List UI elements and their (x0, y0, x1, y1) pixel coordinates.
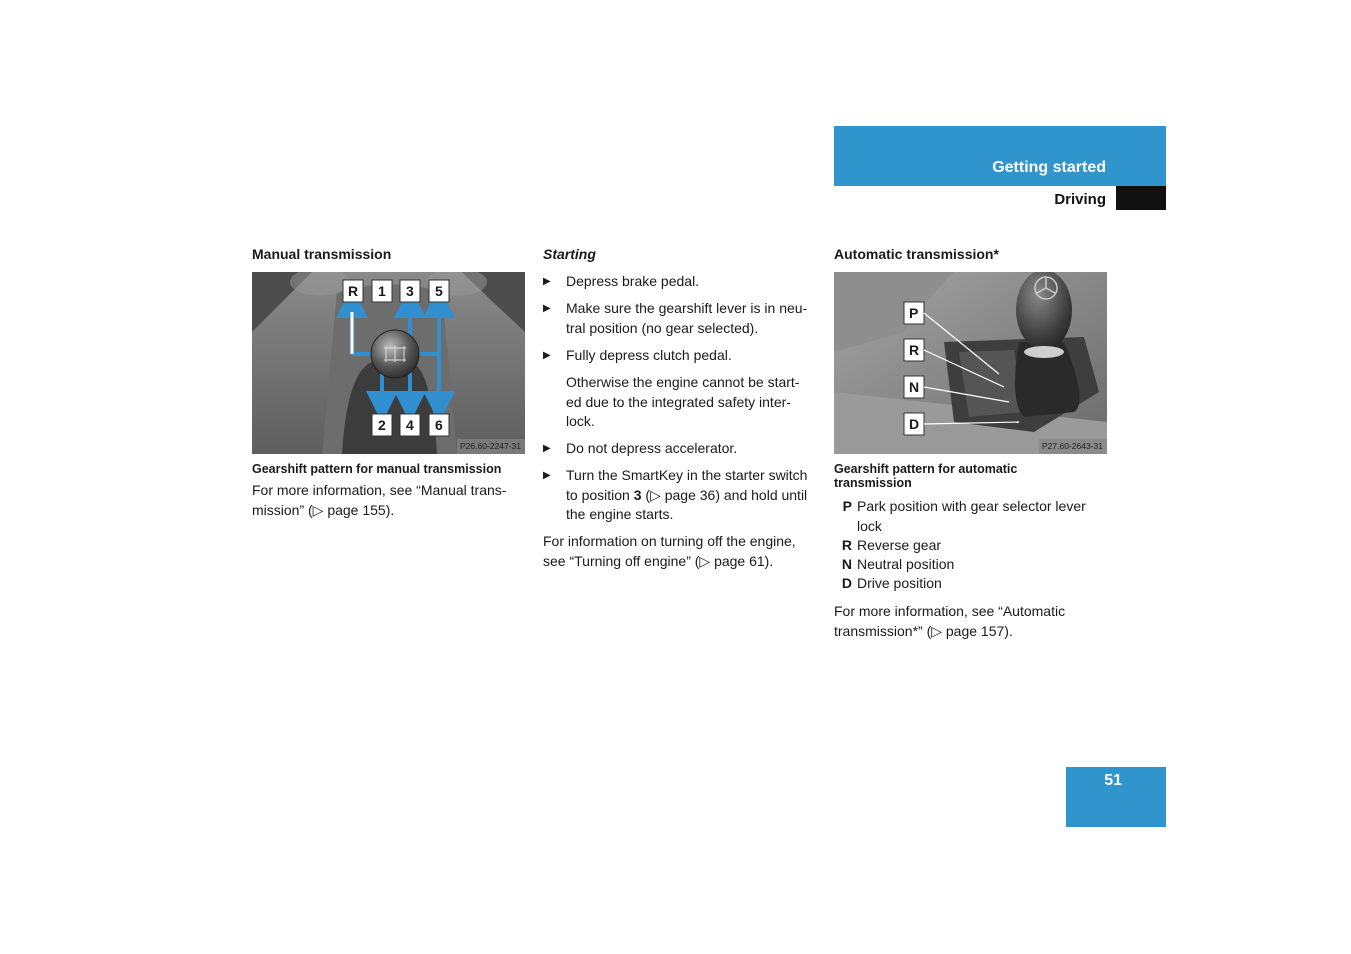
gear-label-5: 5 (435, 283, 443, 299)
gear-label-4: 4 (406, 417, 414, 433)
bullet-text: Do not depress accelerator. (566, 440, 738, 456)
manual-transmission-heading: Manual transmission (252, 246, 392, 262)
manual-gearshift-figure (252, 272, 525, 454)
definition-text: Park position with gear selector lever (857, 498, 1086, 514)
definition-text: Drive position (857, 575, 942, 591)
note-line: lock. (566, 413, 595, 429)
gear-label-6: 6 (435, 417, 443, 433)
section-tab-marker (1116, 186, 1166, 210)
bullet-text: Make sure the gearshift lever is in neu- (566, 300, 808, 316)
bullet-text: Turn the SmartKey in the starter switch (566, 467, 808, 483)
definition-item (834, 574, 1124, 594)
gear-label-r: R (348, 283, 359, 299)
manual-more-info-line1: For more information, see “Manual trans- (252, 482, 507, 498)
manual-more-info (252, 481, 542, 520)
bullet-text: to position 3 (▷ page 36) and hold until (566, 486, 808, 503)
bullet-text: Depress brake pedal. (566, 273, 700, 289)
definition-key: R (841, 537, 852, 553)
manual-figure-caption: Gearshift pattern for manual transmission (252, 462, 502, 476)
gear-label-p: P (909, 305, 919, 321)
definition-key: N (841, 556, 852, 572)
automatic-more-info (834, 602, 1124, 641)
automatic-gearshift-figure (834, 272, 1107, 454)
definition-item (834, 497, 1124, 537)
gear-label-n: N (909, 379, 920, 395)
definition-key: P (842, 498, 852, 514)
automatic-figure-caption (834, 462, 1124, 490)
figure-ref-code: P26.60-2247-31 (460, 441, 521, 451)
turn-off-info (543, 532, 828, 571)
gear-label-3: 3 (406, 283, 414, 299)
bullet-arrow-icon: ▶ (543, 350, 551, 361)
definition-item (834, 536, 1124, 556)
section-header-bar (834, 126, 1166, 186)
gear-label-d: D (909, 416, 920, 432)
gear-label-2: 2 (378, 417, 386, 433)
figure-ref-code: P27.60-2643-31 (1042, 441, 1103, 451)
subsection-title: Driving (1054, 191, 1106, 208)
note-line: ed due to the integrated safety inter- (566, 393, 791, 410)
caption-line: Gearshift pattern for automatic (834, 462, 1018, 476)
definition-key: D (841, 575, 852, 591)
note-line: Otherwise the engine cannot be start- (566, 374, 800, 390)
bullet-arrow-icon: ▶ (543, 470, 551, 481)
more-info-line: transmission*” (▷ page 157). (834, 622, 1013, 639)
definition-text: Reverse gear (857, 537, 942, 553)
more-info-line: For more information, see “Automatic (834, 603, 1066, 619)
section-title: Getting started (992, 159, 1106, 176)
bullet-arrow-icon: ▶ (543, 303, 551, 314)
bullet-text: the engine starts. (566, 506, 674, 522)
turn-off-line: For information on turning off the engine, (543, 533, 796, 549)
caption-line: transmission (834, 476, 912, 490)
interlock-note (566, 373, 826, 432)
bullet-arrow-icon: ▶ (543, 276, 551, 287)
gear-label-1: 1 (378, 283, 386, 299)
bullet-arrow-icon: ▶ (543, 443, 551, 454)
bullet-text: tral position (no gear selected). (566, 319, 759, 336)
automatic-transmission-heading: Automatic transmission* (834, 246, 999, 262)
definition-text: lock (857, 517, 882, 534)
gear-label-r: R (909, 342, 920, 358)
page-number: 51 (1104, 772, 1122, 789)
turn-off-line: see “Turning off engine” (▷ page 61). (543, 552, 774, 569)
bullet-text: Fully depress clutch pedal. (566, 347, 732, 363)
manual-more-info-line2: mission” (▷ page 155). (252, 501, 395, 518)
definition-text: Neutral position (857, 556, 955, 572)
starting-heading: Starting (543, 246, 596, 262)
definition-item (834, 555, 1124, 575)
